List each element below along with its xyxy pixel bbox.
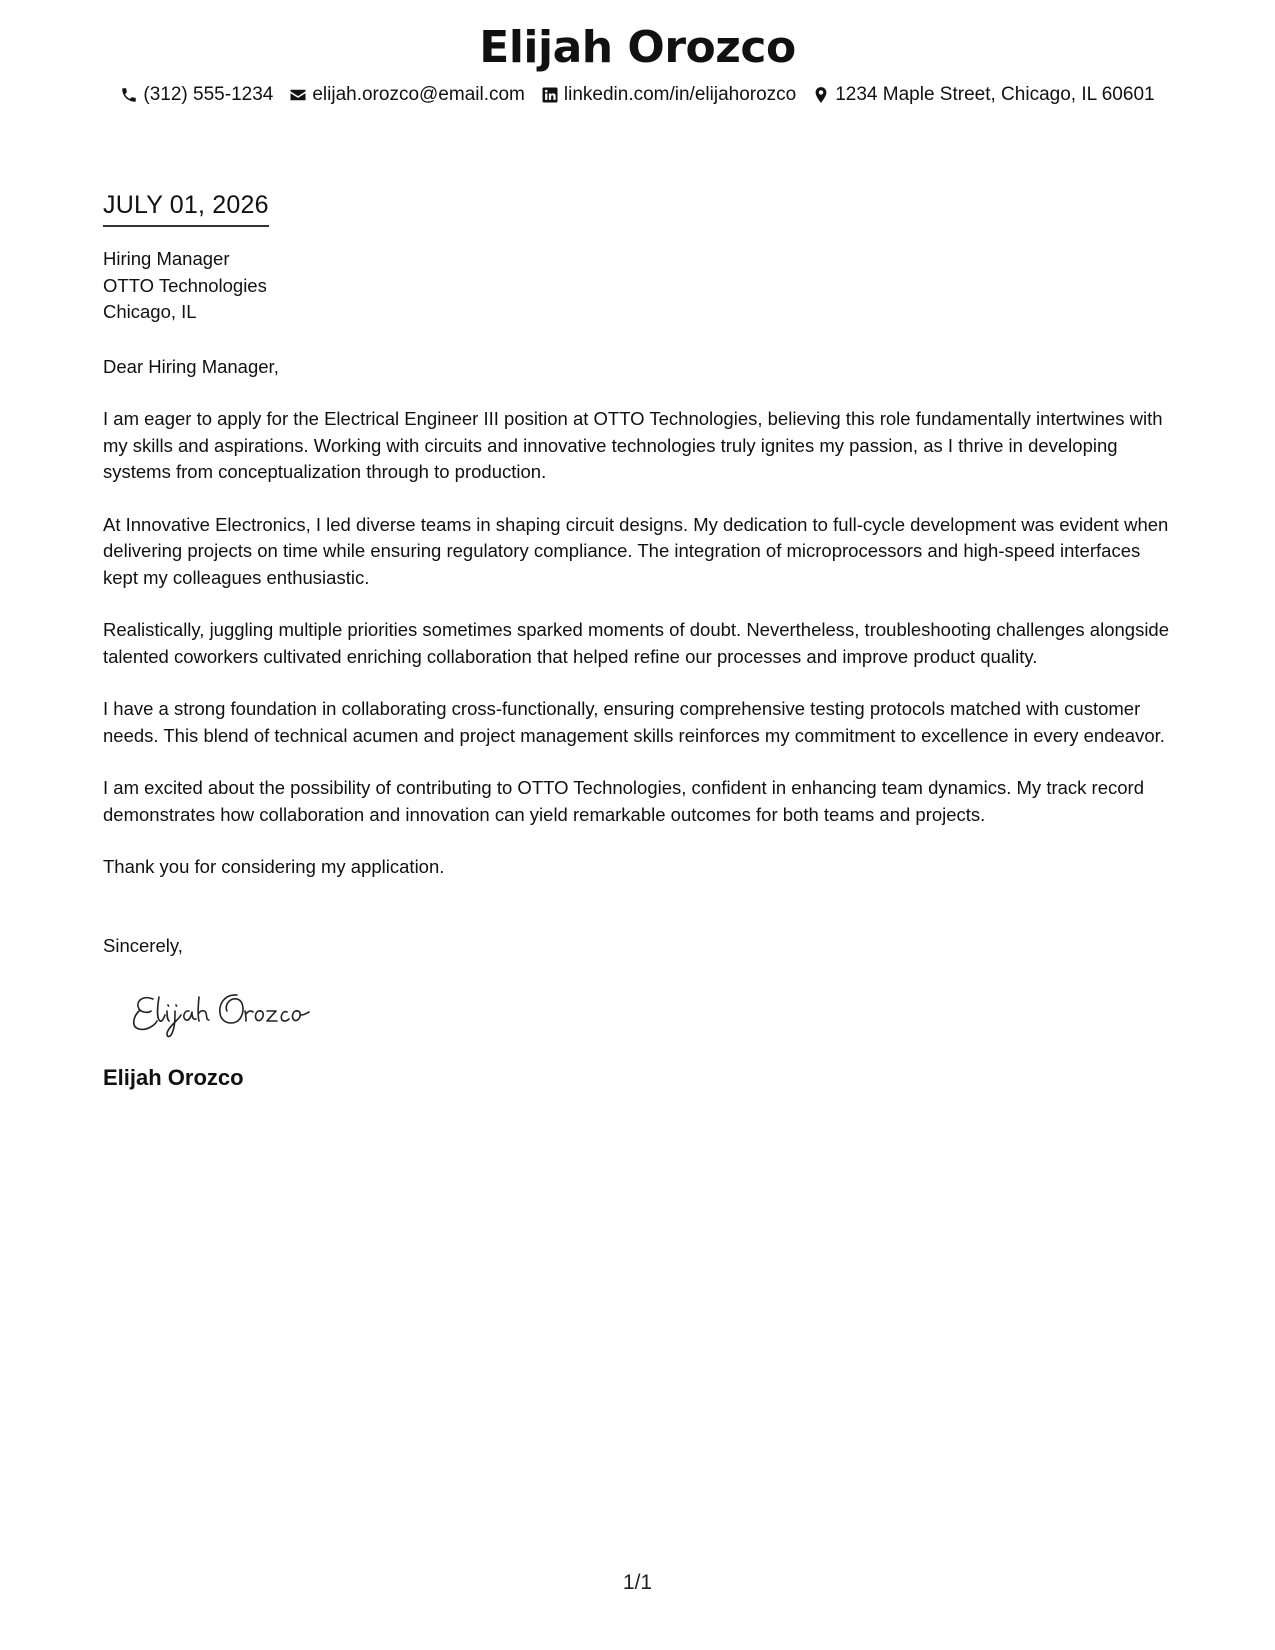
map-marker-icon (812, 86, 830, 104)
contact-address (812, 82, 1154, 108)
letter-date: JULY 01, 2026 (103, 188, 269, 227)
contact-email[interactable] (289, 82, 525, 108)
letter-header (0, 18, 1275, 108)
handwritten-signature (129, 985, 339, 1041)
applicant-name: Elijah Orozco (479, 22, 796, 73)
salutation: Dear Hiring Manager, (103, 355, 279, 377)
body-paragraph: At Innovative Electronics, I led diverse teams in shaping circuit designs. My dedication to full-cycle development was evident when delivering projects on time while ensuring regulatory compliance. The integration of microprocessors and high-speed interfaces kept my colleagues enthusiastic. (103, 513, 1169, 588)
body-paragraph: I have a strong foundation in collaborating cross-functionally, ensuring comprehensive testing protocols matched with customer needs. This blend of technical acumen and project management skills reinforces my commitment to excellence in every endeavor. (103, 698, 1165, 746)
recipient-block (103, 246, 1178, 326)
body-paragraph: Realistically, juggling multiple priorities sometimes sparked moments of doubt. Nevertheless, troubleshooting challenges alongside talented coworkers cultivated enriching collaboration that helped refine our processes and improve product quality. (103, 619, 1170, 667)
letter-body (103, 188, 1178, 1093)
recipient-title: Hiring Manager (103, 248, 230, 269)
recipient-company: OTTO Technologies (103, 274, 267, 296)
body-paragraph: I am eager to apply for the Electrical Engineer III position at OTTO Technologies, believing this role fundamentally intertwines with my skills and aspirations. Working with circuits and innovative technologies truly ignites my passion, as I thrive in developing systems from conceptualization through to production. (103, 408, 1163, 482)
body-paragraph: Thank you for considering my application. (103, 856, 445, 877)
linkedin-icon (541, 86, 559, 104)
email-address[interactable]: elijah.orozco@email.com (312, 84, 525, 105)
closing: Sincerely, (103, 934, 183, 956)
page-number: 1/1 (622, 1571, 653, 1594)
phone-number: (312) 555-1234 (143, 84, 274, 105)
contact-linkedin[interactable] (541, 82, 796, 108)
signer-name: Elijah Orozco (103, 1064, 244, 1090)
contact-bar (0, 82, 1275, 108)
street-address: 1234 Maple Street, Chicago, IL 60601 (835, 84, 1155, 105)
envelope-icon (289, 86, 307, 104)
linkedin-url[interactable]: linkedin.com/in/elijahorozco (563, 84, 797, 105)
body-paragraph: I am excited about the possibility of contributing to OTTO Technologies, confident in enhancing team dynamics. My track record demonstrates how collaboration and innovation can yield remarkable outcomes for both teams and projects. (103, 777, 1144, 825)
recipient-location: Chicago, IL (103, 301, 197, 322)
phone-icon (120, 86, 138, 104)
contact-phone (120, 82, 273, 108)
